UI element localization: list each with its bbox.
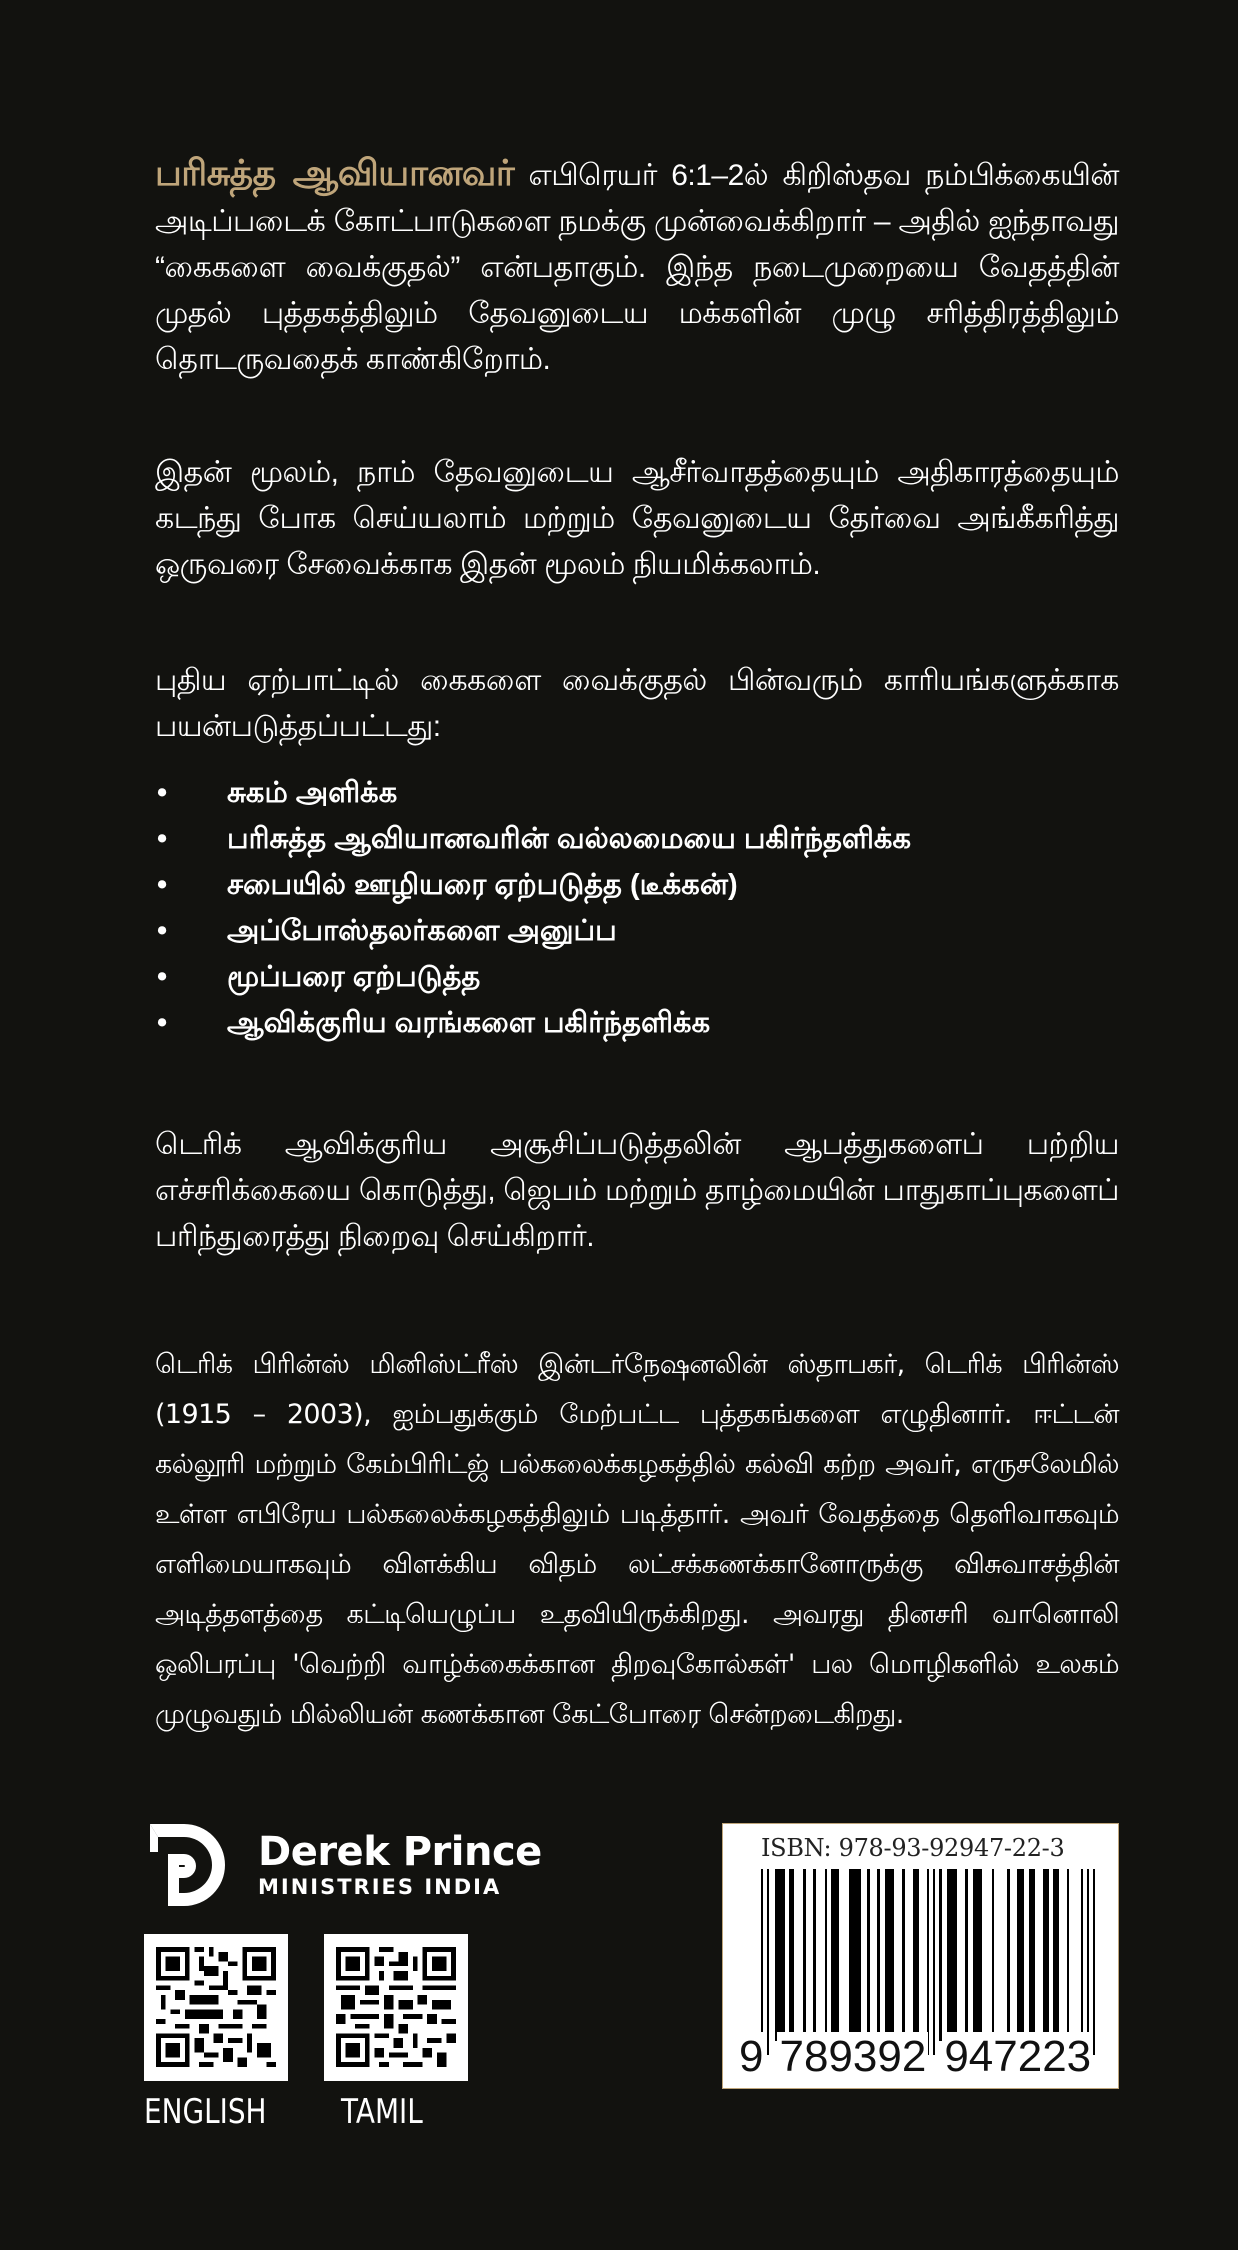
bullet-icon: • — [157, 777, 168, 809]
uses-list — [155, 770, 1055, 1046]
publisher-name-block — [258, 1830, 542, 1900]
list-item: • மூப்பரை ஏற்படுத்த — [155, 954, 1055, 1000]
paragraph-conclusion: டெரிக் ஆவிக்குரிய அசூசிப்படுத்தலின் ஆபத்துகளைப் பற்றிய எச்சரிக்கையை கொடுத்து, ஜெபம் மற்றும் தாழ்மையின் பாதுகாப்புகளைப் பரிந்துரைத்து நிறைவு செய்கிறார். — [155, 1128, 1119, 1253]
isbn-label: ISBN: 978-93-92947-22-3 — [761, 1834, 1065, 1862]
paragraph-blessing: இதன் மூலம், நாம் தேவனுடைய ஆசீர்வாதத்தையும் அதிகாரத்தையும் கடந்து போக செய்யலாம் மற்றும் தேவனுடைய தேர்வை அங்கீகரித்து ஒருவரை சேவைக்காக இதன் மூலம் நியமிக்கலாம். — [155, 456, 1119, 581]
qr-label-english: ENGLISH — [144, 2092, 267, 2132]
publisher-name: Derek Prince — [258, 1829, 542, 1875]
list-item: • சபையில் ஊழியரை ஏற்படுத்த (டீக்கன்) — [155, 862, 1055, 908]
list-item: • அப்போஸ்தலர்களை அனுப்ப — [155, 908, 1055, 954]
list-item: • சுகம் அளிக்க — [155, 770, 1055, 816]
bullet-icon: • — [157, 961, 168, 993]
barcode-icon — [761, 1869, 1101, 2055]
publisher-logo — [148, 1822, 542, 1908]
barcode-digits: 9 789392 947223 — [739, 2032, 1092, 2081]
isbn-barcode — [722, 1823, 1119, 2089]
bullet-icon: • — [157, 823, 168, 855]
publisher-subtitle: MINISTRIES INDIA — [258, 1875, 502, 1899]
bullet-icon: • — [157, 1007, 168, 1039]
intro-heading: பரிசுத்த ஆவியானவர் — [155, 152, 515, 194]
paragraph-new-testament: புதிய ஏற்பாட்டில் கைகளை வைக்குதல் பின்வரும் காரியங்களுக்காக பயன்படுத்தப்பட்டது: — [155, 664, 1119, 743]
dp-monogram-icon — [148, 1822, 228, 1908]
qr-code-icon — [156, 1946, 276, 2068]
qr-label-tamil: TAMIL — [341, 2092, 423, 2132]
qr-code-tamil — [324, 1934, 468, 2081]
bullet-icon: • — [157, 869, 168, 901]
qr-code-icon — [336, 1946, 456, 2068]
list-item: • பரிசுத்த ஆவியானவரின் வல்லமையை பகிர்ந்தளிக்க — [155, 816, 1055, 862]
intro-text: எபிரெயர் 6:1–2ல் கிறிஸ்தவ நம்பிக்கையின் அடிப்படைக் கோட்பாடுகளை நமக்கு முன்வைக்கிறார் – அதில் ஐந்தாவது “கைகளை வைக்குதல்” என்பதாகும். இந்த நடைமுறையை வேதத்தின் முதல் புத்தகத்திலும் தேவனுடைய மக்களின் முழு சரித்திரத்திலும் தொடருவதைக் காண்கிறோம். — [155, 159, 1119, 376]
list-item: • ஆவிக்குரிய வரங்களை பகிர்ந்தளிக்க — [155, 1000, 1055, 1046]
bullet-icon: • — [157, 915, 168, 947]
intro-paragraph — [155, 150, 1119, 383]
qr-code-english — [144, 1934, 288, 2081]
author-bio: டெரிக் பிரின்ஸ் மினிஸ்ட்ரீஸ் இன்டர்நேஷனலின் ஸ்தாபகர், டெரிக் பிரின்ஸ் (1915 – 2003), ஐம்பதுக்கும் மேற்பட்ட புத்தகங்களை எழுதினார். ஈட்டன் கல்லூரி மற்றும் கேம்பிரிட்ஜ் பல்கலைக்கழகத்தில் கல்வி கற்ற அவர், எருசலேமில் உள்ள எபிரேய பல்கலைக்கழகத்திலும் படித்தார். அவர் வேதத்தை தெளிவாகவும் எளிமையாகவும் விளக்கிய விதம் லட்சக்கணக்கானோருக்கு விசுவாசத்தின் அடித்தளத்தை கட்டியெழுப்ப உதவியிருக்கிறது. அவரது தினசரி வானொலி ஒலிபரப்பு 'வெற்றி வாழ்க்கைக்கான திறவுகோல்கள்' பல மொழிகளில் உலகம் முழுவதும் மில்லியன் கணக்கான கேட்போரை சென்றடைகிறது. — [155, 1349, 1119, 1730]
